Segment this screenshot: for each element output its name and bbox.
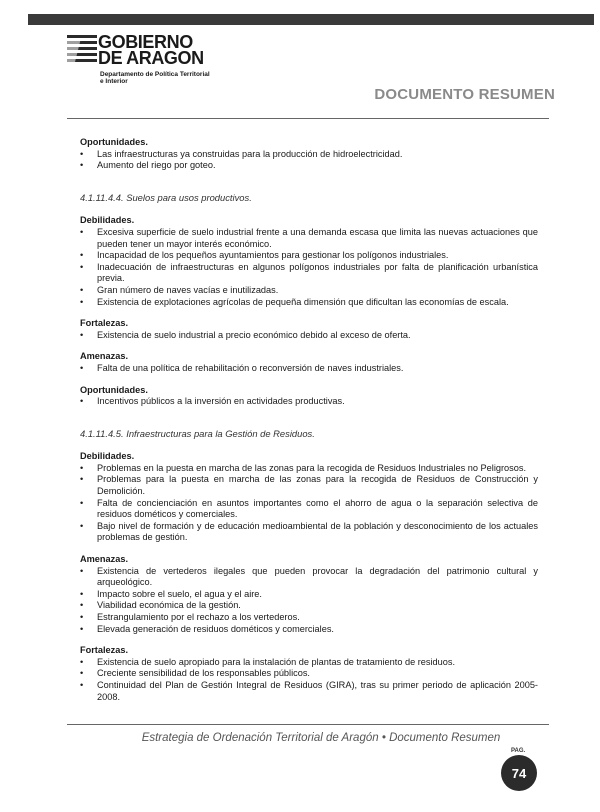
list-item: • Incentivos públicos a la inversión en actividades productivas. [80,396,538,408]
residuos-fortalezas-group [80,645,538,703]
list-item: • Aumento del riego por goteo. [80,160,538,172]
bullet-list [80,227,538,308]
group-heading: Debilidades. [80,215,135,226]
top-bar [28,14,594,25]
page-number: 74 [501,755,537,791]
list-item: • Existencia de suelo industrial a precio económico debido al exceso de oferta. [80,330,538,342]
group-heading: Oportunidades. [80,137,148,147]
list-item: • Falta de una política de rehabilitación o reconversión de naves industriales. [80,363,538,375]
logo-emblem-icon [67,33,97,67]
bullet-list [80,330,538,342]
bullet-list [80,657,538,703]
residuos-debilidades-group [80,451,538,544]
list-item: • Creciente sensibilidad de los responsables públicos. [80,668,538,680]
bullet-list [80,396,538,408]
group-heading: Fortalezas. [80,645,128,656]
bullet-list [80,566,538,636]
list-item: • Viabilidad económica de la gestión. [80,600,538,612]
footer-subtitle: Documento Resumen [389,732,501,744]
logo-text-line1: GOBIERNO [98,32,193,52]
group-heading: Debilidades. [80,451,135,462]
list-item: • Excesiva superficie de suelo industrial frente a una demanda escasa que limita las nuevas actuaciones que pueden tener un mayor interés económico. [80,227,538,250]
intro-oportunidades-group [80,137,538,172]
footer-divider [67,724,549,725]
list-item: • Impacto sobre el suelo, el agua y el aire. [80,589,538,601]
department-line2: e Interior [100,78,128,85]
document-title: DOCUMENTO RESUMEN [374,86,555,103]
department-line1: Departamento de Política Territorial [100,71,210,78]
footer-title: Estrategia de Ordenación Territorial de Aragón [141,732,379,744]
section-title-residuos: 4.1.11.4.5. Infraestructuras para la Gestión de Residuos. [80,427,315,439]
residuos-amenazas-group [80,554,538,635]
list-item: • Las infraestructuras ya construidas para la producción de hidroelectricidad. [80,149,538,161]
suelos-fortalezas-group [80,318,538,341]
list-item: • Existencia de vertederos ilegales que pueden provocar la degradación del patrimonio cultural y arqueológico. [80,566,538,589]
list-item: • Estrangulamiento por el rechazo a los vertederos. [80,612,538,624]
list-item: • Inadecuación de infraestructuras en algunos polígonos industriales por falta de planificación urbanística previa. [80,262,538,285]
list-item: • Bajo nivel de formación y de educación medioambiental de la población y desconocimiento de los actuales problemas de gestión. [80,521,538,544]
list-item: • Problemas para la puesta en marcha de las zonas para la recogida de Residuos de Construcción y Demolición. [80,474,538,497]
logo-text-line2: DE ARAGON [98,48,204,68]
bullet-list [80,363,538,375]
section-title-suelos: 4.1.11.4.4. Suelos para usos productivos. [80,191,252,203]
footer-text [0,732,600,744]
suelos-oportunidades-group [80,385,538,408]
page-content [80,137,538,713]
list-item: • Incapacidad de los pequeños ayuntamientos para gestionar los polígonos industriales. [80,250,538,262]
suelos-amenazas-group [80,351,538,374]
group-heading: Amenazas. [80,554,129,565]
bullet-list [80,463,538,544]
group-heading: Oportunidades. [80,384,148,395]
footer-separator: • [381,732,386,744]
suelos-debilidades-group [80,215,538,308]
header-divider [67,118,549,119]
bullet-list [80,149,538,172]
list-item: • Elevada generación de residuos dométicos y comerciales. [80,624,538,636]
group-heading: Fortalezas. [80,318,128,329]
list-item: • Existencia de explotaciones agrícolas de pequeña dimensión que dificultan las economías de escala. [80,297,538,309]
list-item: • Continuidad del Plan de Gestión Integral de Residuos (GIRA), tras su primer periodo de aplicación 2005-2008. [80,680,538,703]
list-item: • Problemas en la puesta en marcha de las zonas para la recogida de Residuos Industriales no Peligrosos. [80,463,538,475]
list-item: • Existencia de suelo apropiado para la instalación de plantas de tratamiento de residuos. [80,657,538,669]
list-item: • Gran número de naves vacías e inutilizadas. [80,285,538,297]
group-heading: Amenazas. [80,351,129,362]
page-label: PAG. [511,748,526,754]
list-item: • Falta de concienciación en asuntos importantes como el ahorro de agua o la separación selectiva de residuos dométicos y comerciales. [80,498,538,521]
